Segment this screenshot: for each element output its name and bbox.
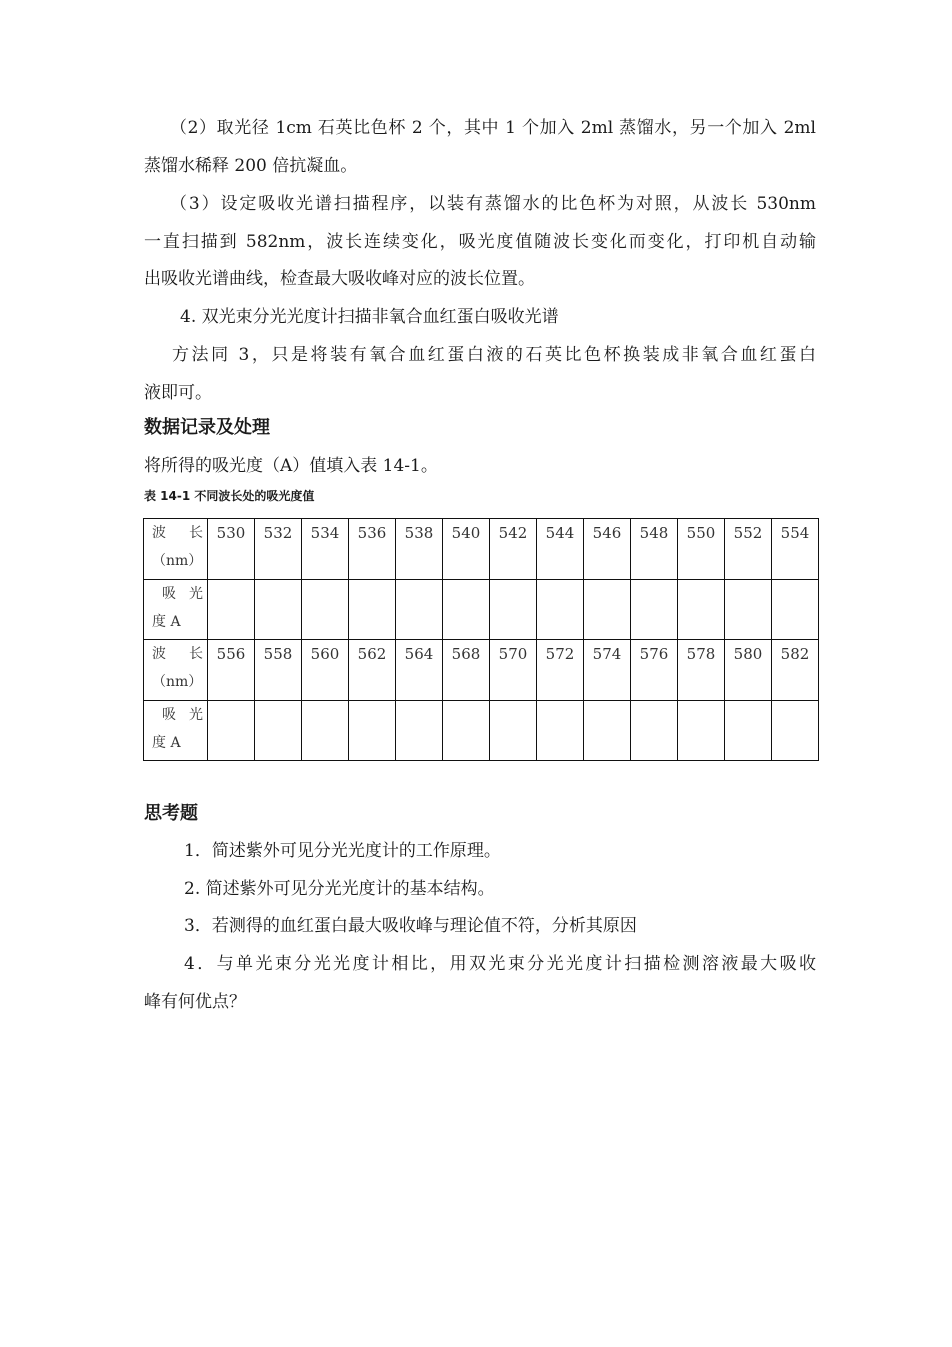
absorbance-label-top: 吸光 bbox=[162, 586, 203, 602]
table-caption: 表 14-1 不同波长处的吸光度值 bbox=[144, 489, 315, 503]
wavelength-cell: 534 bbox=[302, 519, 349, 580]
question-2: 2. 简述紫外可见分光光度计的基本结构。 bbox=[184, 879, 495, 899]
wavelength-cell: 580 bbox=[725, 640, 772, 701]
section-4-title: 4. 双光束分光光度计扫描非氧合血红蛋白吸收光谱 bbox=[180, 307, 559, 327]
absorbance-empty-cell bbox=[537, 701, 584, 761]
table-row-wavelength-2 bbox=[144, 640, 819, 701]
paragraph-step-2-line-2: 蒸馏水稀释 200 倍抗凝血。 bbox=[144, 156, 358, 176]
absorbance-empty-cell bbox=[396, 580, 443, 640]
absorbance-empty-cell bbox=[631, 580, 678, 640]
wavelength-cell: 530 bbox=[208, 519, 255, 580]
paragraph-step-4-line-1: 方法同 3，只是将装有氧合血红蛋白液的石英比色杯换装成非氧合血红蛋白 bbox=[172, 345, 816, 365]
table-row-wavelength-1 bbox=[144, 519, 819, 580]
wavelength-cell: 538 bbox=[396, 519, 443, 580]
absorbance-empty-cell bbox=[349, 580, 396, 640]
absorbance-empty-cell bbox=[490, 580, 537, 640]
paragraph-step-4-line-2: 液即可。 bbox=[144, 383, 212, 403]
question-1: 1．简述紫外可见分光光度计的工作原理。 bbox=[184, 841, 501, 861]
paragraph-step-2-line-1: （2）取光径 1cm 石英比色杯 2 个，其中 1 个加入 2ml 蒸馏水，另一个加入 2ml bbox=[170, 118, 816, 138]
wavelength-cell: 548 bbox=[631, 519, 678, 580]
wavelength-cell: 550 bbox=[678, 519, 725, 580]
absorbance-label-unit: 度 A bbox=[152, 735, 181, 751]
table-row-absorbance-2 bbox=[144, 701, 819, 761]
wavelength-cell: 554 bbox=[772, 519, 819, 580]
absorbance-empty-cell bbox=[631, 701, 678, 761]
wavelength-header-cell bbox=[144, 519, 208, 580]
paragraph-step-3-line-2: 一直扫描到 582nm，波长连续变化，吸光度值随波长变化而变化，打印机自动输 bbox=[144, 232, 816, 252]
wavelength-cell: 576 bbox=[631, 640, 678, 701]
wavelength-cell: 564 bbox=[396, 640, 443, 701]
wavelength-label-top: 波 长 bbox=[152, 646, 203, 662]
absorbance-empty-cell bbox=[255, 580, 302, 640]
wavelength-cell: 552 bbox=[725, 519, 772, 580]
absorbance-empty-cell bbox=[584, 580, 631, 640]
absorbance-empty-cell bbox=[443, 701, 490, 761]
wavelength-label-unit: （nm） bbox=[152, 553, 203, 569]
wavelength-cell: 578 bbox=[678, 640, 725, 701]
absorbance-empty-cell bbox=[584, 701, 631, 761]
wavelength-cell: 560 bbox=[302, 640, 349, 701]
table-row-absorbance-1 bbox=[144, 580, 819, 640]
wavelength-cell: 546 bbox=[584, 519, 631, 580]
absorbance-header-cell bbox=[144, 580, 208, 640]
wavelength-cell: 570 bbox=[490, 640, 537, 701]
wavelength-cell: 568 bbox=[443, 640, 490, 701]
wavelength-cell: 540 bbox=[443, 519, 490, 580]
absorbance-empty-cell bbox=[490, 701, 537, 761]
question-4-line-2: 峰有何优点？ bbox=[144, 992, 246, 1012]
absorbance-empty-cell bbox=[772, 701, 819, 761]
absorbance-empty-cell bbox=[443, 580, 490, 640]
wavelength-cell: 562 bbox=[349, 640, 396, 701]
absorbance-empty-cell bbox=[208, 580, 255, 640]
wavelength-cell: 572 bbox=[537, 640, 584, 701]
absorbance-empty-cell bbox=[396, 701, 443, 761]
wavelength-cell: 544 bbox=[537, 519, 584, 580]
absorbance-label-top: 吸光 bbox=[162, 707, 203, 723]
wavelength-cell: 582 bbox=[772, 640, 819, 701]
data-section-heading: 数据记录及处理 bbox=[144, 417, 270, 438]
wavelength-cell: 558 bbox=[255, 640, 302, 701]
absorbance-empty-cell bbox=[208, 701, 255, 761]
absorbance-empty-cell bbox=[255, 701, 302, 761]
absorbance-empty-cell bbox=[678, 580, 725, 640]
absorbance-empty-cell bbox=[349, 701, 396, 761]
question-3: 3．若测得的血红蛋白最大吸收峰与理论值不符，分析其原因 bbox=[184, 916, 637, 936]
question-4-line-1: 4．与单光束分光光度计相比，用双光束分光光度计扫描检测溶液最大吸收 bbox=[184, 954, 816, 974]
data-section-intro: 将所得的吸光度（A）值填入表 14-1。 bbox=[144, 456, 438, 476]
wavelength-cell: 542 bbox=[490, 519, 537, 580]
wavelength-cell: 536 bbox=[349, 519, 396, 580]
wavelength-cell: 532 bbox=[255, 519, 302, 580]
wavelength-cell: 556 bbox=[208, 640, 255, 701]
paragraph-step-3-line-3: 出吸收光谱曲线，检查最大吸收峰对应的波长位置。 bbox=[144, 269, 535, 289]
wavelength-label-top: 波 长 bbox=[152, 525, 203, 541]
questions-heading: 思考题 bbox=[144, 803, 198, 824]
absorbance-empty-cell bbox=[725, 580, 772, 640]
absorbance-empty-cell bbox=[678, 701, 725, 761]
absorbance-header-cell bbox=[144, 701, 208, 761]
wavelength-cell: 574 bbox=[584, 640, 631, 701]
absorbance-empty-cell bbox=[537, 580, 584, 640]
absorbance-empty-cell bbox=[302, 701, 349, 761]
absorbance-empty-cell bbox=[725, 701, 772, 761]
absorbance-table bbox=[143, 518, 819, 761]
absorbance-label-unit: 度 A bbox=[152, 614, 181, 630]
paragraph-step-3-line-1: （3）设定吸收光谱扫描程序，以装有蒸馏水的比色杯为对照，从波长 530nm bbox=[170, 194, 816, 214]
wavelength-label-unit: （nm） bbox=[152, 674, 203, 690]
wavelength-header-cell bbox=[144, 640, 208, 701]
absorbance-empty-cell bbox=[302, 580, 349, 640]
absorbance-empty-cell bbox=[772, 580, 819, 640]
